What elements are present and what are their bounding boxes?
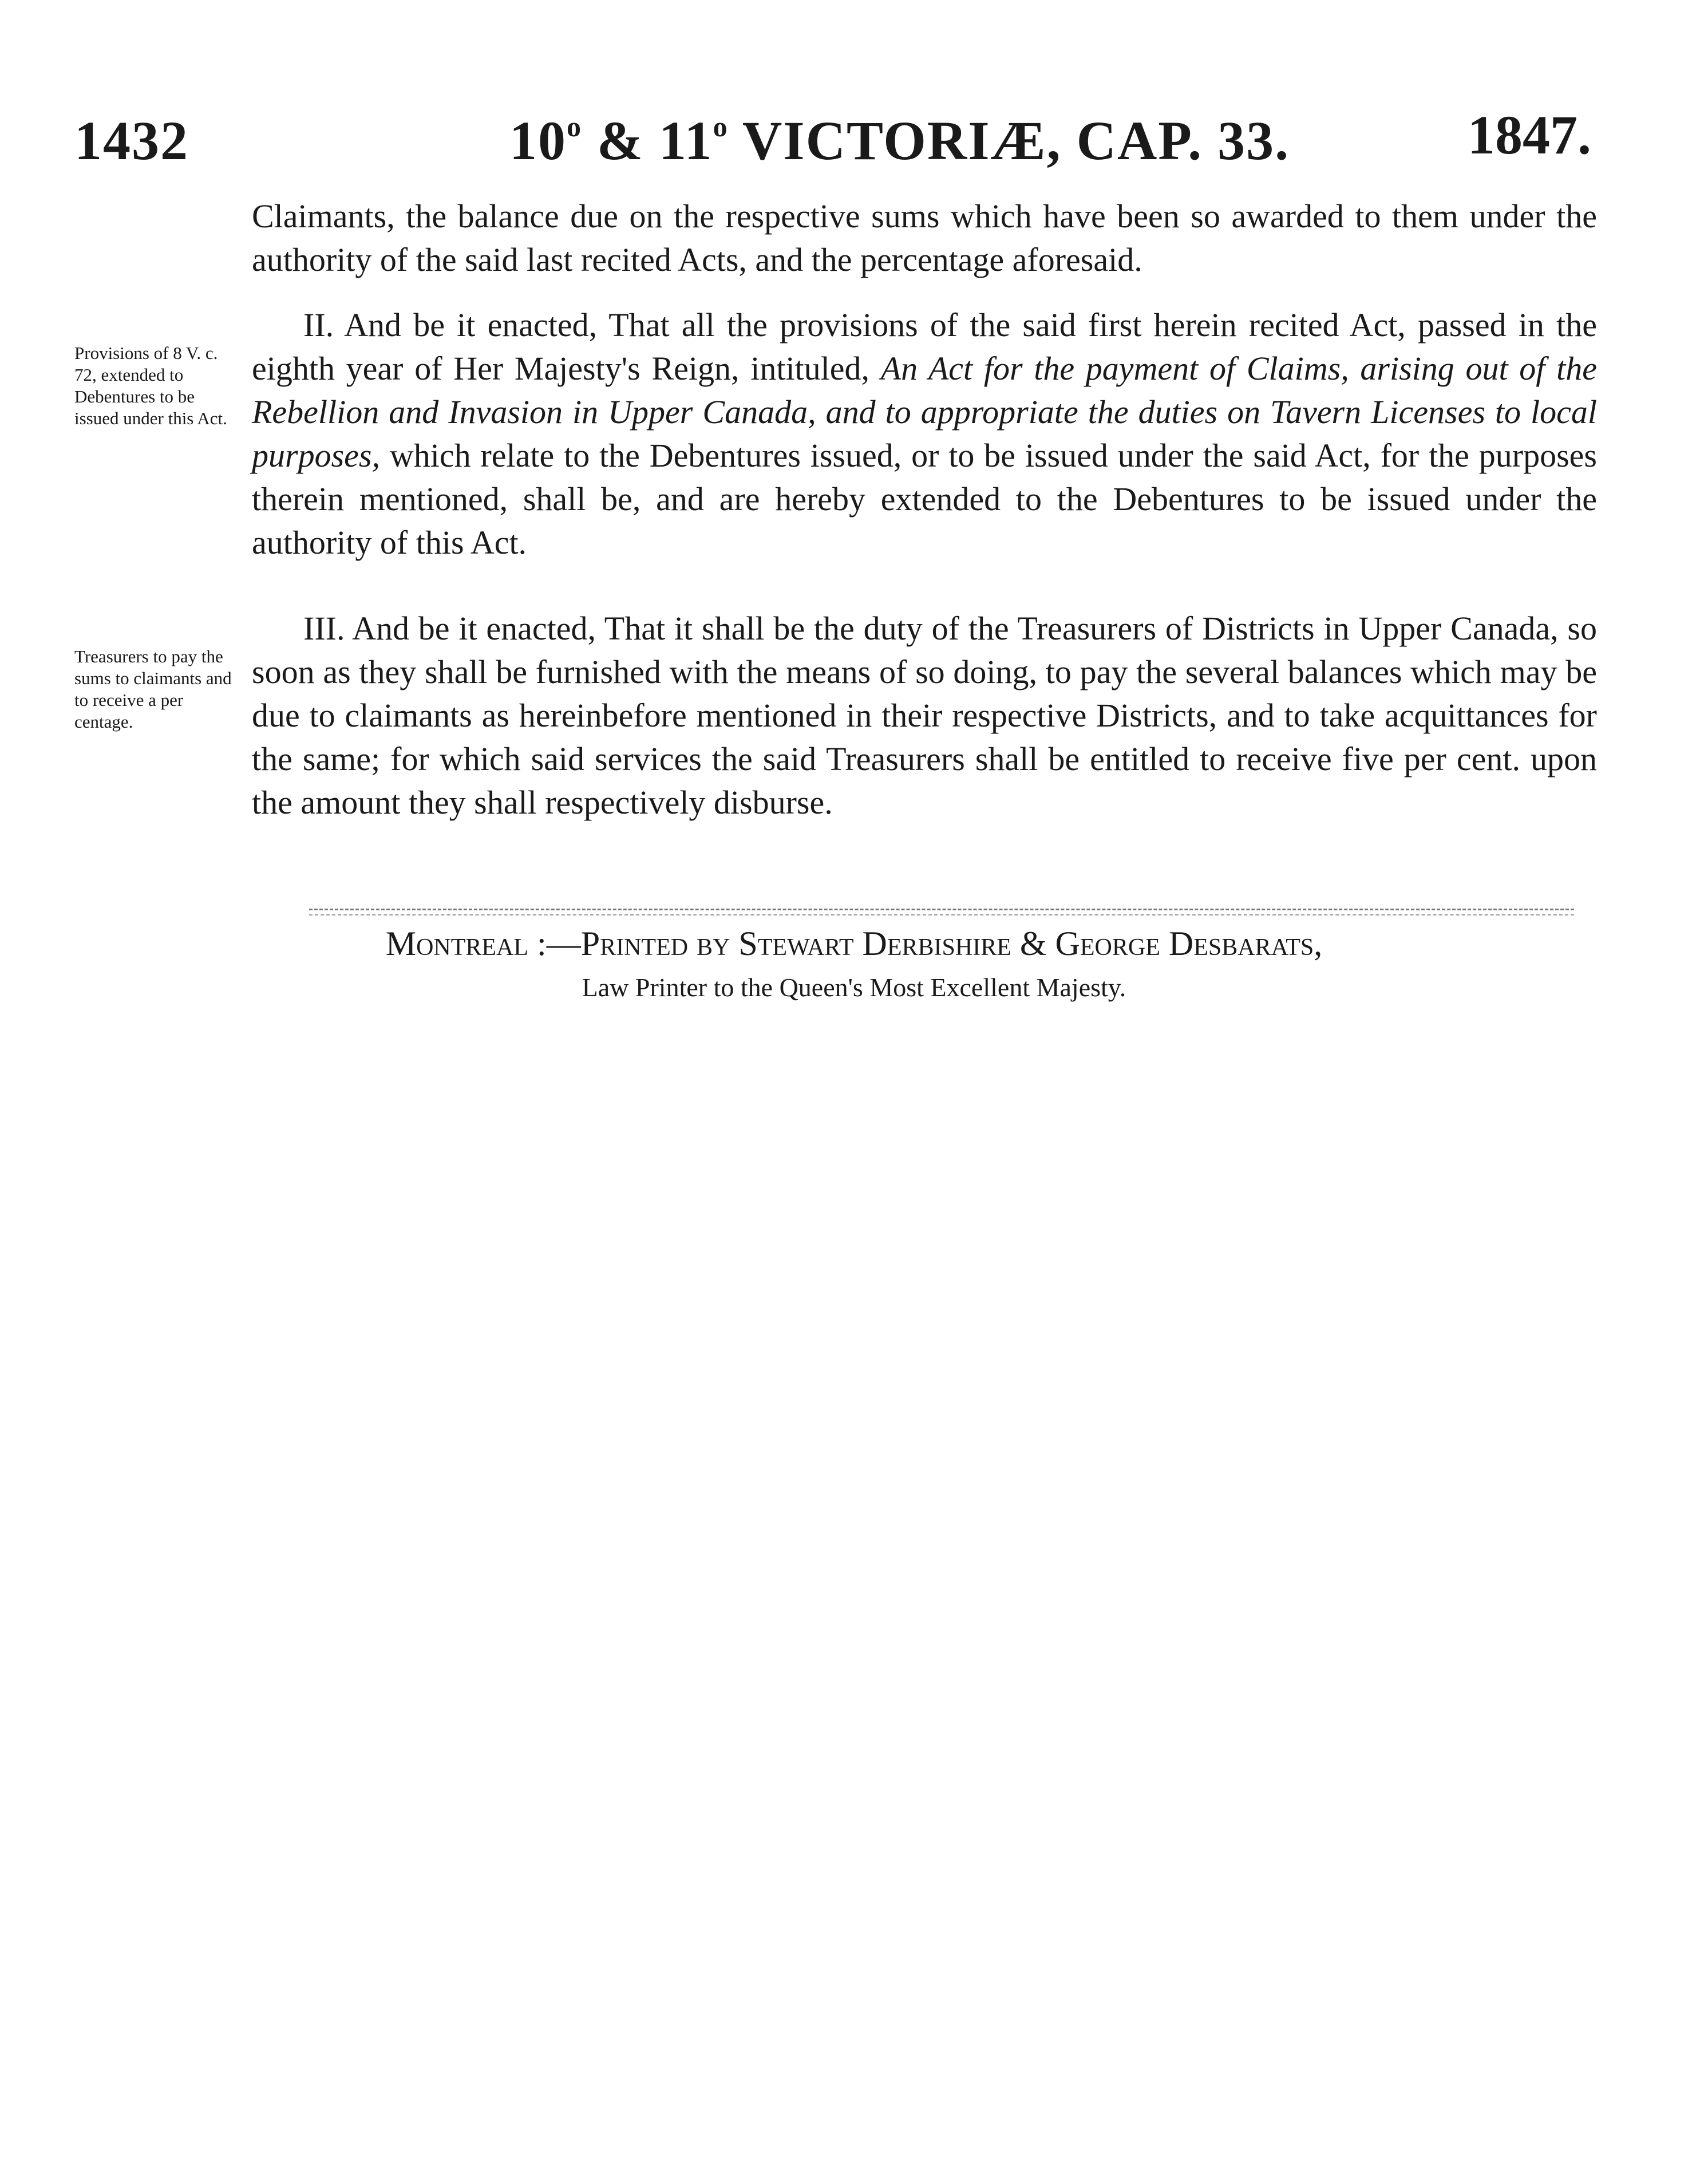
running-header bbox=[74, 97, 1591, 183]
paragraph-continuation: Claimants, the balance due on the respective sums which have been so awarded to them under the authority of the said last recited Acts, and the percentage aforesaid. bbox=[252, 198, 1597, 278]
divider-rule-secondary bbox=[309, 914, 1574, 915]
section-ii-text-a: II. And be it enacted, That all the provisions of the said first herein recited Act, passed in the eighth year of Her Majesty's Reign, intituled, bbox=[252, 306, 1597, 387]
title-main: VICTORIÆ, CAP. 33. bbox=[742, 110, 1290, 171]
marginal-note-2: Treasurers to pay the sums to claimants and to receive a per centage. bbox=[74, 646, 232, 732]
marginal-note-1: Provisions of 8 V. c. 72, extended to Debentures to be issued under this Act. bbox=[74, 343, 227, 428]
title-superscript-1: o bbox=[567, 110, 582, 143]
title-number-1: 10 bbox=[509, 110, 567, 171]
title-superscript-2: o bbox=[713, 110, 729, 143]
page-number: 1432 bbox=[74, 110, 189, 171]
imprint-printer-title: Law Printer to the Queen's Most Excellent Majesty. bbox=[582, 973, 1126, 1002]
title-number-2: 11 bbox=[658, 110, 713, 171]
title-ampersand: & bbox=[597, 110, 644, 171]
divider-rule bbox=[309, 909, 1574, 910]
section-ii-text-b: which relate to the Debentures issued, or to be issued under the said Act, for the purposes therein mentioned, shall be, and are hereby extended to the Debentures to be issued under the authority of this Act. bbox=[252, 437, 1597, 561]
running-title bbox=[509, 109, 1290, 172]
section-ii bbox=[252, 303, 1597, 565]
imprint-printer: Montreal :—Printed by Stewart Derbishire & George Desbarats, bbox=[385, 925, 1323, 962]
section-ii-act-title: An Act for the payment of Claims, arising out of the Rebellion and Invasion in Upper Canada, and to appropriate the duties on Tavern Licenses to local purposes, bbox=[252, 350, 1597, 474]
year: 1847. bbox=[1468, 104, 1591, 165]
section-iii: III. And be it enacted, That it shall be the duty of the Treasurers of Districts in Upper Canada, so soon as they shall be furnished with the means of so doing, to pay the several balances which may be due to claimants as hereinbefore mentioned in their respective Districts, and to take acquittances for the same; for which said services the said Treasurers shall be entitled to receive five per cent. upon the amount they shall respectively disburse. bbox=[252, 610, 1597, 821]
